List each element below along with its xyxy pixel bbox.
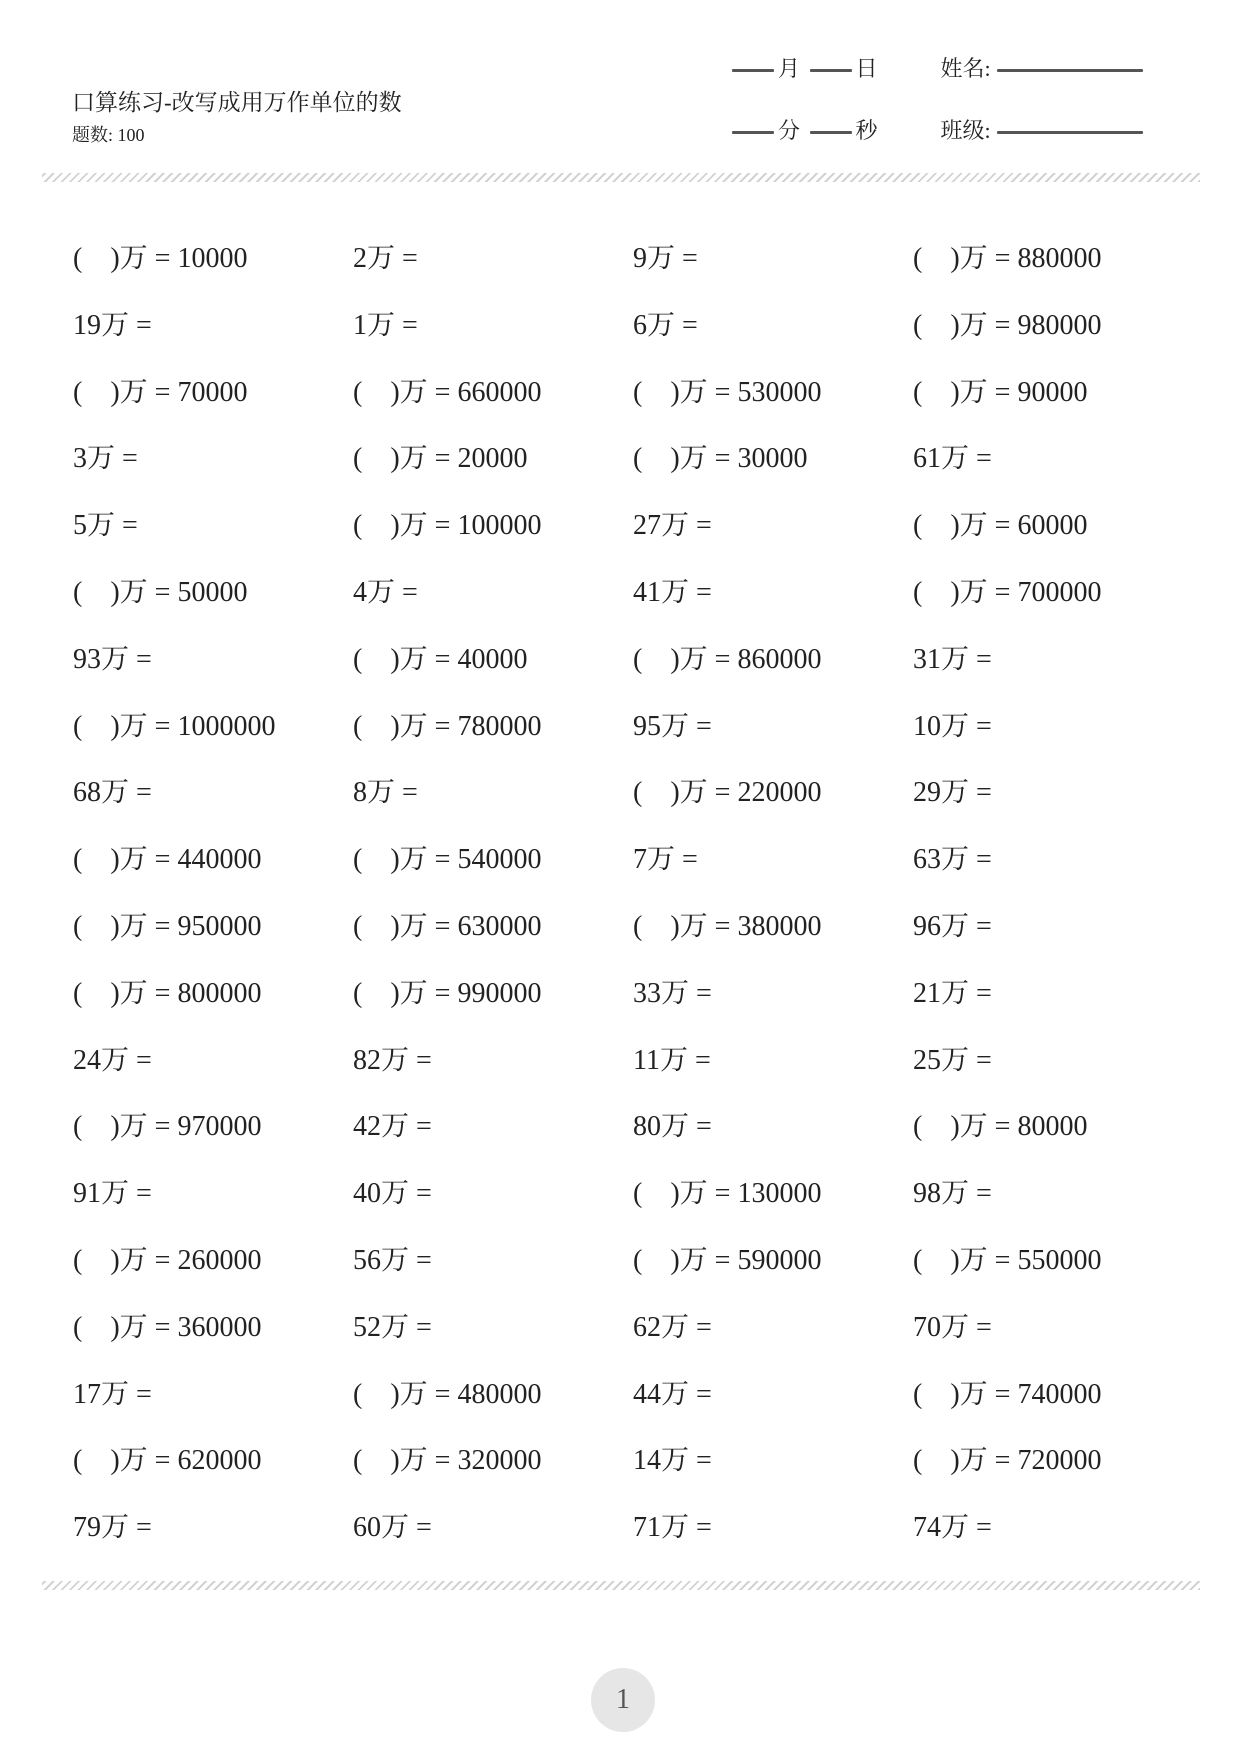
- problem-item: 7万 =: [633, 844, 698, 876]
- problem-item: ( )万 = 100000: [353, 510, 542, 542]
- problem-item: 31万 =: [913, 643, 992, 675]
- problem-item: ( )万 = 660000: [353, 376, 542, 408]
- problem-item: 33万 =: [633, 977, 712, 1009]
- problem-item: ( )万 = 1000000: [73, 710, 276, 742]
- problem-item: ( )万 = 720000: [913, 1445, 1102, 1477]
- problem-item: ( )万 = 360000: [73, 1311, 262, 1343]
- problem-item: 14万 =: [633, 1445, 712, 1477]
- problem-item: 10万 =: [913, 710, 992, 742]
- problem-item: 24万 =: [73, 1044, 152, 1076]
- problem-item: 56万 =: [353, 1244, 432, 1276]
- problem-item: 96万 =: [913, 910, 992, 942]
- problem-item: 6万 =: [633, 309, 698, 341]
- problem-item: 29万 =: [913, 777, 992, 809]
- problem-item: 4万 =: [353, 576, 418, 608]
- top-divider: [42, 173, 1200, 182]
- problem-item: 95万 =: [633, 710, 712, 742]
- problem-item: ( )万 = 990000: [353, 977, 542, 1009]
- problem-item: ( )万 = 630000: [353, 910, 542, 942]
- problem-item: 74万 =: [913, 1512, 992, 1544]
- name-label: 姓名:: [940, 56, 991, 81]
- name-blank[interactable]: [997, 69, 1143, 72]
- day-label: 日: [855, 56, 878, 81]
- problem-item: 44万 =: [633, 1378, 712, 1410]
- time-row: [728, 114, 1143, 145]
- problem-item: ( )万 = 550000: [913, 1244, 1102, 1276]
- problem-item: 98万 =: [913, 1178, 992, 1210]
- minute-label: 分: [778, 118, 801, 143]
- problem-item: ( )万 = 860000: [633, 643, 822, 675]
- bottom-divider: [42, 1581, 1200, 1590]
- problem-grid: [73, 226, 1193, 1562]
- month-blank[interactable]: [732, 69, 774, 72]
- problem-count: 题数: 100: [72, 125, 145, 145]
- problem-item: 93万 =: [73, 643, 152, 675]
- problem-item: 61万 =: [913, 443, 992, 475]
- problem-item: 9万 =: [633, 243, 698, 274]
- problem-item: ( )万 = 40000: [353, 643, 528, 675]
- problem-item: 21万 =: [913, 977, 992, 1009]
- problem-item: ( )万 = 60000: [913, 510, 1088, 542]
- problem-item: ( )万 = 780000: [353, 710, 542, 742]
- minute-blank[interactable]: [732, 131, 774, 134]
- problem-item: 25万 =: [913, 1044, 992, 1076]
- problem-item: 70万 =: [913, 1311, 992, 1343]
- problem-item: 60万 =: [353, 1512, 432, 1544]
- problem-item: 62万 =: [633, 1311, 712, 1343]
- problem-item: ( )万 = 130000: [633, 1178, 822, 1210]
- problem-item: ( )万 = 480000: [353, 1378, 542, 1410]
- problem-item: 91万 =: [73, 1178, 152, 1210]
- problem-item: ( )万 = 440000: [73, 844, 262, 876]
- problem-item: ( )万 = 50000: [73, 576, 248, 608]
- problem-item: 82万 =: [353, 1044, 432, 1076]
- worksheet-title: 口算练习-改写成用万作单位的数: [72, 90, 402, 115]
- problem-item: ( )万 = 620000: [73, 1445, 262, 1477]
- problem-item: ( )万 = 80000: [913, 1111, 1088, 1143]
- problem-item: ( )万 = 700000: [913, 576, 1102, 608]
- problem-item: 80万 =: [633, 1111, 712, 1143]
- problem-item: ( )万 = 20000: [353, 443, 528, 475]
- problem-item: 63万 =: [913, 844, 992, 876]
- date-row: [728, 52, 1143, 83]
- second-label: 秒: [855, 118, 878, 143]
- problem-item: 2万 =: [353, 243, 418, 274]
- problem-item: 5万 =: [73, 510, 138, 542]
- problem-item: ( )万 = 740000: [913, 1378, 1102, 1410]
- problem-item: ( )万 = 800000: [73, 977, 262, 1009]
- problem-item: ( )万 = 540000: [353, 844, 542, 876]
- problem-item: ( )万 = 980000: [913, 309, 1102, 341]
- problem-item: ( )万 = 530000: [633, 376, 822, 408]
- problem-item: ( )万 = 590000: [633, 1244, 822, 1276]
- problem-item: ( )万 = 260000: [73, 1244, 262, 1276]
- problem-item: 71万 =: [633, 1512, 712, 1544]
- problem-item: ( )万 = 380000: [633, 910, 822, 942]
- problem-item: ( )万 = 880000: [913, 243, 1102, 274]
- problem-item: 8万 =: [353, 777, 418, 809]
- problem-item: 52万 =: [353, 1311, 432, 1343]
- problem-item: ( )万 = 90000: [913, 376, 1088, 408]
- problem-item: ( )万 = 10000: [73, 243, 248, 274]
- problem-item: 17万 =: [73, 1378, 152, 1410]
- problem-item: ( )万 = 320000: [353, 1445, 542, 1477]
- problem-item: ( )万 = 220000: [633, 777, 822, 809]
- page-number-badge: 1: [591, 1668, 655, 1732]
- problem-item: ( )万 = 970000: [73, 1111, 262, 1143]
- problem-item: 27万 =: [633, 510, 712, 542]
- month-label: 月: [778, 56, 801, 81]
- problem-item: 11万 =: [633, 1044, 711, 1076]
- problem-item: ( )万 = 950000: [73, 910, 262, 942]
- problem-item: ( )万 = 70000: [73, 376, 248, 408]
- class-blank[interactable]: [997, 131, 1143, 134]
- problem-item: 3万 =: [73, 443, 138, 475]
- problem-item: 42万 =: [353, 1111, 432, 1143]
- problem-item: 40万 =: [353, 1178, 432, 1210]
- day-blank[interactable]: [810, 69, 852, 72]
- problem-item: ( )万 = 30000: [633, 443, 808, 475]
- problem-item: 68万 =: [73, 777, 152, 809]
- class-label: 班级:: [940, 118, 991, 143]
- problem-item: 79万 =: [73, 1512, 152, 1544]
- problem-item: 41万 =: [633, 576, 712, 608]
- second-blank[interactable]: [810, 131, 852, 134]
- problem-item: 1万 =: [353, 309, 418, 341]
- problem-item: 19万 =: [73, 309, 152, 341]
